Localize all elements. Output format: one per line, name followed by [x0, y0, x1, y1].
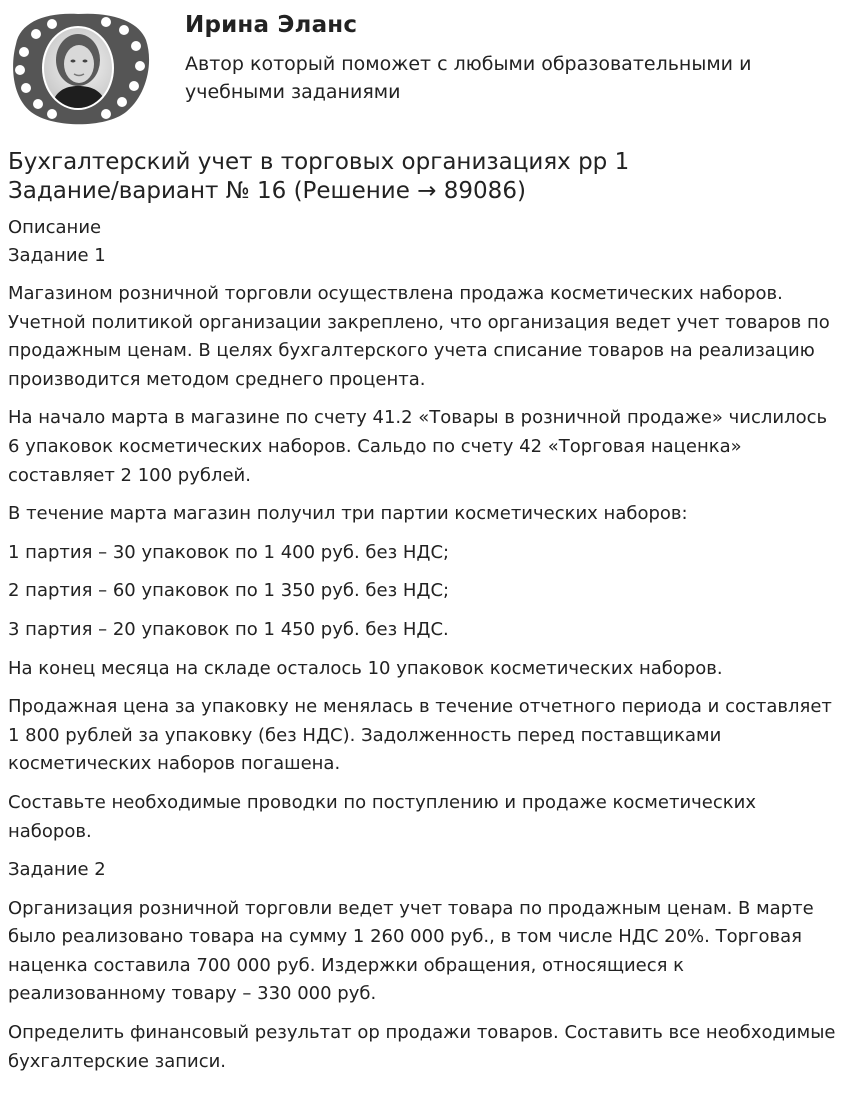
- task1-paragraph-6: Составьте необходимые проводки по поступлению и продаже косметических наборов.: [8, 791, 756, 842]
- task-content: [8, 148, 838, 1076]
- description-label: Описание: [8, 217, 102, 238]
- author-description: Автор который поможет с любыми образовательными и учебными заданиями: [185, 53, 752, 103]
- task1-batch-3: 3 партия – 20 упаковок по 1 450 руб. без НДС.: [8, 618, 449, 640]
- author-header: [0, 0, 847, 130]
- task1-paragraph-4: На конец месяца на складе осталось 10 упаковок косметических наборов.: [8, 657, 723, 679]
- task1-paragraph-2: На начало марта в магазине по счету 41.2 «Товары в розничной продаже» числилось 6 упаковок косметических наборов. Сальдо по счету 42 «Торговая наценка» составляет 2 100 рублей.: [8, 407, 828, 486]
- author-name[interactable]: Ирина Эланс: [185, 12, 358, 38]
- page-title: [8, 148, 838, 206]
- task1-batch-2: 2 партия – 60 упаковок по 1 350 руб. без НДС;: [8, 580, 450, 602]
- title-line-2: Задание/вариант № 16 (Решение → 89086): [8, 178, 526, 204]
- title-line-1: Бухгалтерский учет в торговых организациях рр 1: [8, 149, 630, 175]
- task1-paragraph-3: В течение марта магазин получил три партии косметических наборов:: [8, 503, 688, 525]
- author-photo-icon: [6, 6, 152, 128]
- task2-paragraph-1: Организация розничной торговли ведет учет товара по продажным ценам. В марте было реализовано товара на сумму 1 260 000 руб., в том числе НДС 20%. Торговая наценка составила 700 000 руб. Издержки обращения, относящиеся к реализованному товару – 330 000 руб.: [8, 897, 814, 1005]
- task1-paragraph-5: Продажная цена за упаковку не менялась в течение отчетного периода и составляет 1 800 рублей за упаковку (без НДС). Задолженность перед поставщиками косметических наборов погашена.: [8, 696, 832, 775]
- task1-paragraph-1: Магазином розничной торговли осуществлена продажа косметических наборов. Учетной политикой организации закреплено, что организация ведет учет товаров по продажным ценам. В целях бухгалтерского учета списание товаров на реализацию производится методом среднего процента.: [8, 283, 830, 390]
- task2-paragraph-2: Определить финансовый результат ор продажи товаров. Составить все необходимые бухгалтерские записи.: [8, 1022, 836, 1072]
- task2-label: Задание 2: [8, 859, 106, 881]
- task1-label: Задание 1: [8, 245, 106, 266]
- avatar[interactable]: [6, 6, 152, 128]
- task1-batch-1: 1 партия – 30 упаковок по 1 400 руб. без НДС;: [8, 541, 450, 563]
